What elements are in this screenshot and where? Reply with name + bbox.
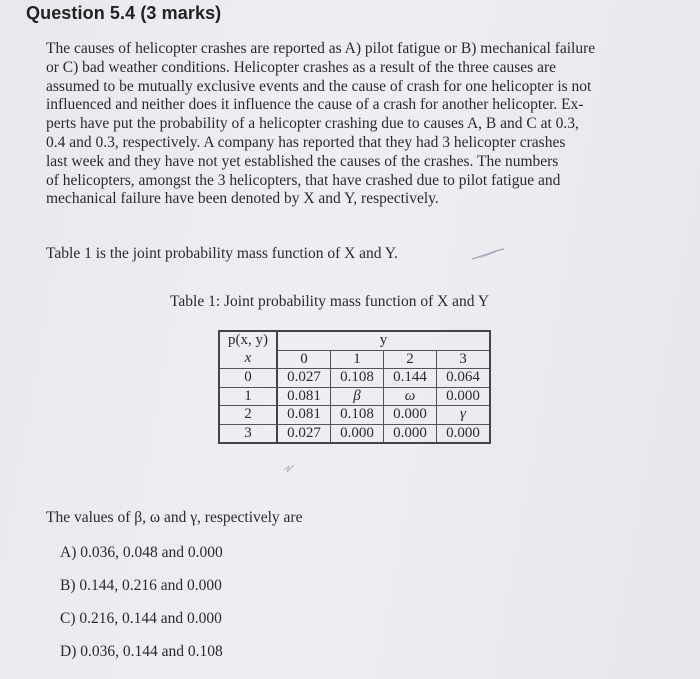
answer-options <box>60 544 223 676</box>
table-row <box>219 406 490 425</box>
paragraph-line: 0.4 and 0.3, respectively. A company has reported that they had 3 helicopter crashes <box>46 133 566 151</box>
option-d[interactable] <box>60 643 223 676</box>
question-title: Question 5.4 (3 marks) <box>26 3 222 23</box>
table-cell-omega: ω <box>384 387 437 406</box>
option-letter: D) <box>60 643 77 660</box>
table-row <box>219 387 490 406</box>
option-c[interactable] <box>60 610 223 643</box>
table-cell: 0.027 <box>277 424 331 443</box>
table-cell: 0.081 <box>277 387 331 406</box>
pencil-tick-icon <box>282 462 300 476</box>
paragraph-line: mechanical failure have been denoted by X and Y, respectively. <box>46 190 439 208</box>
column-header: 3 <box>437 350 491 369</box>
table-cell: 0.027 <box>277 369 331 388</box>
column-header: 2 <box>384 350 437 369</box>
option-text: 0.144, 0.216 and 0.000 <box>79 577 222 594</box>
table-row <box>219 424 490 443</box>
table-cell: 0.108 <box>331 369 384 388</box>
table-cell: 0.064 <box>437 369 491 388</box>
column-variable: y <box>277 331 490 350</box>
column-header: 0 <box>277 350 331 369</box>
option-letter: A) <box>60 544 77 561</box>
table-cell-beta: β <box>331 387 384 406</box>
option-text: 0.036, 0.144 and 0.108 <box>80 643 223 660</box>
table-cell-gamma: γ <box>437 406 491 425</box>
table-caption: Table 1: Joint probability mass function of X and Y <box>170 293 490 310</box>
table-cell: 0.000 <box>437 387 491 406</box>
paragraph-line: The causes of helicopter crashes are reported as A) pilot fatigue or B) mechanical failure <box>46 40 596 57</box>
option-a[interactable] <box>60 544 223 577</box>
table-row <box>219 369 490 388</box>
option-text: 0.216, 0.144 and 0.000 <box>79 610 222 627</box>
pen-mark-icon <box>470 247 506 263</box>
paragraph-line: of helicopters, amongst the 3 helicopters, that have crashed due to pilot fatigue and <box>46 171 561 189</box>
option-b[interactable] <box>60 577 223 610</box>
row-header: 0 <box>219 369 277 388</box>
table-cell: 0.144 <box>384 369 437 388</box>
table-cell: 0.000 <box>331 424 384 443</box>
paragraph-line: perts have put the probability of a helicopter crashing due to causes A, B and C at 0.3, <box>46 115 579 133</box>
row-variable: x <box>219 350 277 369</box>
joint-pmf-table <box>218 330 491 444</box>
table-cell: 0.108 <box>331 406 384 425</box>
row-header: 2 <box>219 406 277 425</box>
table-cell: 0.081 <box>277 406 331 425</box>
option-letter: B) <box>60 577 76 594</box>
question-prompt: The values of β, ω and γ, respectively are <box>46 509 303 526</box>
paragraph-line: assumed to be mutually exclusive events and the cause of crash for one helicopter is not <box>46 77 592 95</box>
table-cell: 0.000 <box>384 406 437 425</box>
row-header: 1 <box>219 387 277 406</box>
column-header: 1 <box>331 350 384 369</box>
table-cell: 0.000 <box>437 424 491 443</box>
table-corner-label: p(x, y) <box>219 331 277 350</box>
row-header: 3 <box>219 424 277 443</box>
option-letter: C) <box>60 610 76 627</box>
paragraph-line: or C) bad weather conditions. Helicopter crashes as a result of the three causes are <box>46 58 557 76</box>
paragraph-line: last week and they have not yet established the causes of the crashes. The numbers <box>46 152 559 170</box>
table-intro: Table 1 is the joint probability mass function of X and Y. <box>46 245 398 262</box>
option-text: 0.036, 0.048 and 0.000 <box>80 544 223 561</box>
question-paragraph <box>46 40 662 209</box>
table-cell: 0.000 <box>384 424 437 443</box>
paragraph-line: influenced and neither does it influence the cause of a crash for another helicopter. Ex- <box>46 96 584 114</box>
